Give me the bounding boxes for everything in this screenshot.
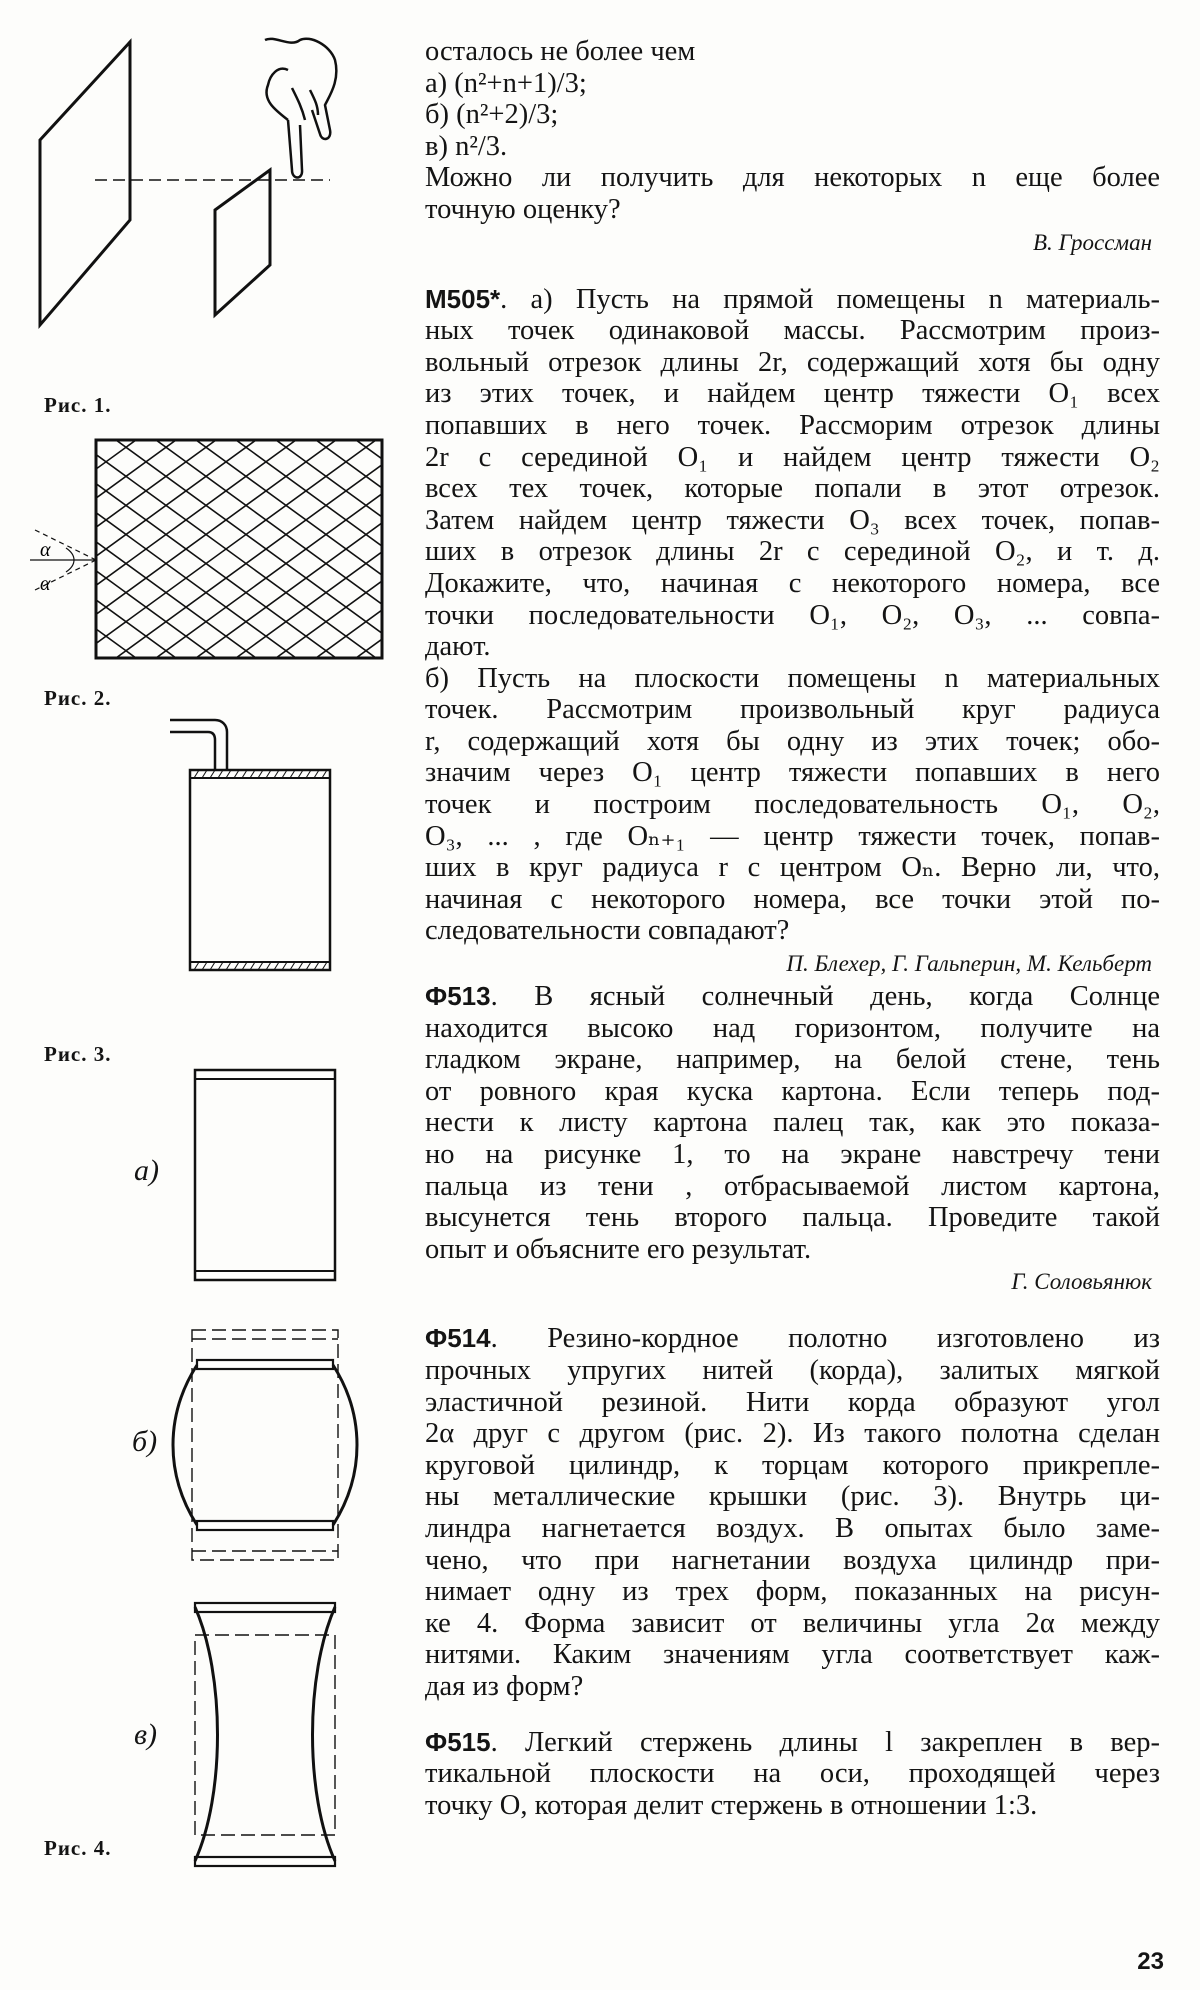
m505-line: М505*. а) Пусть на прямой помещены n материаль- (425, 283, 1160, 315)
prev-option-v: в) n²/3. (425, 130, 508, 162)
f514-line: прочных упругих нитей (корда), залитых мягкой (425, 1354, 1160, 1386)
figure-4a-label: а) (134, 1154, 159, 1187)
angle-alpha-lower: α (40, 573, 51, 595)
f513-line: находится высоко над горизонтом, получите на (425, 1012, 1160, 1044)
cord-thread-line (30, 440, 256, 658)
f515-line: точку O, которая делит стержень в отношении 1:3. (425, 1789, 1038, 1821)
text-column (425, 36, 1160, 1821)
prev-problem-end (425, 36, 1160, 260)
cord-thread-line (116, 440, 390, 658)
figure-4-caption: Рис. 4. (44, 1836, 112, 1860)
prev-question-1: Можно ли получить для некоторых n еще более (425, 162, 1160, 194)
cord-thread-line (30, 440, 296, 658)
cord-thread-line (236, 440, 390, 658)
cord-thread-line (30, 440, 176, 658)
problem-f513 (425, 981, 1160, 1265)
f514-line: чено, что при нагнетании воздуха цилиндр при- (425, 1544, 1160, 1576)
f514-line: ны металлические крышки (рис. 3). Внутрь ци- (425, 1481, 1160, 1513)
figure-4a-straight-cylinder (180, 1060, 350, 1290)
m505-line: всех тех точек, которые попали в этот отрезок. (425, 473, 1160, 505)
fabric-rectangle (96, 440, 382, 658)
f514-code: Ф514 (425, 1323, 491, 1354)
prev-option-b: б) (n²+2)/3; (425, 99, 559, 131)
m505-line: ных точек одинаковой массы. Рассмотрим произ- (425, 315, 1160, 347)
problem-f514 (425, 1323, 1160, 1702)
problem-f515 (425, 1727, 1160, 1822)
cardboard-plane (215, 170, 270, 315)
m505-author: П. Блехер, Г. Гальперин, М. Кельберт (786, 951, 1152, 977)
hand-pointing-icon (265, 39, 336, 178)
prev-option-a: а) (n²+n+1)/3; (425, 67, 587, 99)
m505-line: следовательности совпадают? (425, 915, 790, 947)
figure-3-caption: Рис. 3. (44, 1042, 112, 1066)
f514-line: Ф514. Резино-кордное полотно изготовлено из (425, 1323, 1160, 1355)
f513-line: нести к листу картона палец так, как это показа- (425, 1107, 1160, 1139)
screen-plane (40, 42, 130, 325)
figure-2-cord-fabric (30, 430, 390, 665)
cord-thread-line (156, 440, 390, 658)
cord-thread-line (30, 440, 216, 658)
m505-line: O₃, ... , где Oₙ₊₁ — центр тяжести точек, попав- (425, 820, 1160, 852)
m505-line: начиная с некоторого номера, все точки этой по- (425, 883, 1160, 915)
f514-line: 2α друг с другом (рис. 2). Из такого полотна сделан (425, 1418, 1160, 1450)
cord-thread-line (116, 440, 390, 658)
prev-line1: осталось не более чем (425, 36, 696, 67)
m505-line: ших в отрезок длины 2r с серединой O₂, и т. д. (425, 536, 1160, 568)
f513-line: гладком экране, например, на белой стене, тень (425, 1044, 1160, 1076)
cord-thread-line (276, 440, 390, 658)
f513-line: опыт и объясните его результат. (425, 1233, 812, 1265)
f515-code: Ф515 (425, 1726, 491, 1757)
m505-line: значим через O₁ центр тяжести попавших в него (425, 757, 1160, 789)
page-number: 23 (1137, 1948, 1164, 1975)
prev-author: В. Гроссман (1033, 229, 1152, 255)
figures-column (0, 0, 410, 1990)
m505-line: точки последовательности O₁, O₂, O₃, ... совпа- (425, 599, 1160, 631)
m505-line: r, содержащий хотя бы одну из этих точек; обо- (425, 725, 1160, 757)
cord-thread-line (30, 440, 216, 658)
cord-thread-line (276, 440, 390, 658)
cord-thread-line (30, 440, 296, 658)
figure-1-shadow-experiment (30, 30, 410, 340)
f515-line: Ф515. Легкий стержень длины l закреплен в вер- (425, 1726, 1160, 1758)
figure-4v-waisted-cylinder (180, 1595, 350, 1875)
f513-line: пальца из тени , отбрасываемой листом картона, (425, 1170, 1160, 1202)
f514-line: ке 4. Форма зависит от величины угла 2α между (425, 1607, 1160, 1639)
m505-line: из этих точек, и найдем центр тяжести O₁ всех (425, 378, 1160, 410)
m505-line: дают. (425, 631, 491, 663)
figure-1-caption: Рис. 1. (44, 393, 112, 417)
cord-thread-line (316, 440, 390, 658)
f513-line: высунется тень второго пальца. Проведите такой (425, 1202, 1160, 1234)
f514-line: нимает одну из трех форм, показанных на рисун- (425, 1576, 1160, 1608)
cord-thread-line (30, 440, 256, 658)
m505-line: б) Пусть на плоскости помещены n материальных (425, 662, 1160, 694)
m505-line: Докажите, что, начиная с некоторого номера, все (425, 567, 1160, 599)
problem-m505 (425, 284, 1160, 947)
cord-thread-line (30, 440, 176, 658)
f513-line: Ф513. В ясный солнечный день, когда Солнце (425, 981, 1160, 1013)
f513-code: Ф513 (425, 981, 491, 1012)
angle-alpha-upper: α (40, 539, 51, 561)
figure-4v-label: в) (134, 1718, 158, 1751)
figure-2-caption: Рис. 2. (44, 686, 112, 710)
figure-3-cylinder (160, 710, 350, 980)
figure-4b-barrel-cylinder (170, 1325, 360, 1565)
cord-thread-line (236, 440, 390, 658)
f514-line: круговой цилиндр, к торцам которого прикрепле- (425, 1449, 1160, 1481)
f514-line: дая из форм? (425, 1670, 584, 1702)
m505-code: М505* (425, 283, 501, 314)
f514-line: линдра нагнетается воздух. В опытах было заме- (425, 1512, 1160, 1544)
m505-line: Затем найдем центр тяжести O₃ всех точек, попав- (425, 504, 1160, 536)
m505-line: 2r с серединой O₁ и найдем центр тяжести O₂ (425, 441, 1160, 473)
cord-thread-line (316, 440, 390, 658)
m505-line: точек. Рассмотрим произвольный круг радиуса (425, 694, 1160, 726)
f513-author: Г. Соловьянюк (1011, 1269, 1152, 1295)
m505-line: попавших в него точек. Рассморим отрезок длины (425, 409, 1160, 441)
m505-line: точек и построим последовательность O₁, O₂, (425, 789, 1160, 821)
m505-line: вольный отрезок длины 2r, содержащий хотя бы одну (425, 346, 1160, 378)
cord-thread-line (156, 440, 390, 658)
figure-4b-label: б) (132, 1425, 158, 1458)
m505-line: ших в круг радиуса r с центром Oₙ. Верно ли, что, (425, 852, 1160, 884)
f514-line: эластичной резиной. Нити корда образуют угол (425, 1386, 1160, 1418)
prev-question-2: точную оценку? (425, 193, 621, 225)
f515-line: тикальной плоскости на оси, проходящей через (425, 1758, 1160, 1790)
f513-line: от ровного края куска картона. Если теперь под- (425, 1075, 1160, 1107)
f513-line: но на рисунке 1, то на экране навстречу тени (425, 1139, 1160, 1170)
f514-line: нитями. Каким значениям угла соответствует каж- (425, 1639, 1160, 1671)
